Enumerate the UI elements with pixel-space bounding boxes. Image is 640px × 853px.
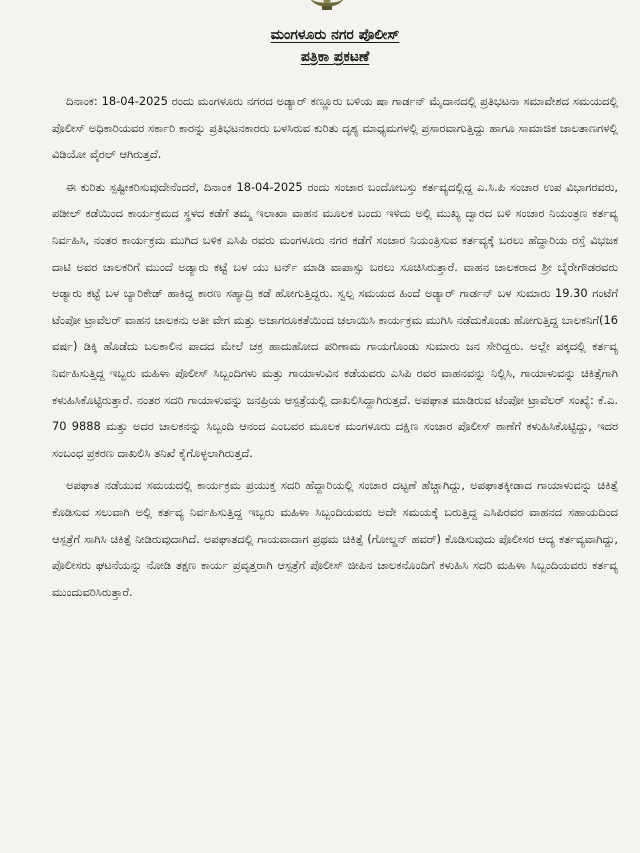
document-subtitle: ಪತ್ರಿಕಾ ಪ್ರಕಟಣೆ (300, 49, 370, 65)
paragraph-1: ದಿನಾಂಕ: 18-04-2025 ರಂದು ಮಂಗಳೂರು ನಗರದ ಅಡ್ಯಾರ್ ಕಣ್ಣೂರು ಬಳಿಯ ಷಾ ಗಾರ್ಡನ್ ಮೈದಾನದಲ್ಲಿ ಪ್ರತಿಭಟನಾ ಸಮಾವೇಶದ ಸಮಯದಲ್ಲಿ ಪೊಲೀಸ್ ಅಧಿಕಾರಿಯವರ ಸರ್ಕಾರಿ ಕಾರನ್ನು ಪ್ರತಿಭಟನಕಾರರು ಬಳಸಿರುವ ಕುರಿತು ದೃಶ್ಯ ಮಾಧ್ಯಮಗಳಲ್ಲಿ ಪ್ರಸಾರವಾಗುತ್ತಿದ್ದು ಹಾಗೂ ಸಾಮಾಜಿಕ ಜಾಲತಾಣಗಳಲ್ಲಿ ವಿಡಿಯೋ ವೈರಲ್ ಆಗಿರುತ್ತದೆ. (52, 94, 618, 162)
document-title: ಮಂಗಳೂರು ನಗರ ಪೊಲೀಸ್ (270, 27, 400, 43)
paragraph-2: ಈ ಕುರಿತು ಸ್ಪಷ್ಟೀಕರಿಸುವುದೇನೆಂದರೆ, ದಿನಾಂಕ 18-04-2025 ರಂದು ಸಂಚಾರ ಬಂದೋಬಸ್ತು ಕರ್ತವ್ಯದಲ್ಲಿದ್ದ ಎ.ಸಿ.ಪಿ ಸಂಚಾರ ಉಪ ವಿಭಾಗರವರು, ಪಡೀಲ್ ಕಡೆಯಿಂದ ಕಾರ್ಯಕ್ರಮದ ಸ್ಥಳದ ಕಡೆಗೆ ತಮ್ಮ ಇಲಾಖಾ ವಾಹನ ಮೂಲಕ ಬಂದು ಇಳಿದು ಅಲ್ಲಿ ಮುಖ್ಯ ದ್ವಾರದ ಬಳಿ ಸಂಚಾರ ನಿಯಂತ್ರಣ ಕರ್ತವ್ಯ ನಿರ್ವಹಿಸಿ, ನಂತರ ಕಾರ್ಯಕ್ರಮ ಮುಗಿದ ಬಳಿಕ ಎಸಿಪಿ ರವರು ಮಂಗಳೂರು ನಗರ ಕಡೆಗೆ ಸಂಚಾರ ನಿಯಂತ್ರಿಸುವ ಕರ್ತವ್ಯಕ್ಕೆ ಬರಲು ಹೆದ್ದಾರಿಯ ರಸ್ತೆ ವಿಭಜಕ ದಾಟಿ ಅವರ ಚಾಲಕರಿಗೆ ಮುಂದೆ ಅಡ್ಯಾರು ಕಟ್ಟೆ ಬಳ ಯು ಟರ್ನ್ ಮಾಡಿ ವಾಪಾಸ್ಸು ಬರಲು ಸೂಚಿಸಿರುತ್ತಾರೆ. ವಾಹನ ಚಾಲಕರಾದ ಶ್ರೀ ಬೈರೇಗೌಡರವರು ಅಡ್ಯಾರು ಕಟ್ಟೆ ಬಳ ಬ್ಯಾರಿಕೇಡ್ ಹಾಕಿದ್ದ ಕಾರಣ ಸಹ್ಯಾದ್ರಿ ಕಡೆ ಹೋಗುತ್ತಿದ್ದರು. ಸ್ವಲ್ಪ ಸಮಯದ ಹಿಂದೆ ಅಡ್ಯಾರ್ ಗಾರ್ಡನ್ ಬಳ ಸುಮಾರು 19.30 ಗಂಟೆಗೆ ಟೆಂಪೋ ಟ್ರಾವೆಲರ್ ವಾಹನ ಚಾಲಕನು ಅತೀ ವೇಗ ಮತ್ತು ಅಜಾಗರೂಕತೆಯಿಂದ ಚಲಾಯಿಸಿ ಕಾರ್ಯಕ್ರಮ ಮುಗಿಸಿ ನಡೆದುಕೊಂಡು ಹೋಗುತ್ತಿದ್ದ ಬಾಲಕನಿಗೆ(16 ವರ್ಷ) ಡಿಕ್ಕಿ ಹೊಡೆದು ಬಲಕಾಲಿನ ಪಾದದ ಮೇಲೆ ಚಕ್ರ ಹಾದುಹೋದ ಪರಿಣಾಮ ಗಾಯಗೊಂಡು ಸುಮಾರು ಜನ ಸೇರಿದ್ದರು. ಅಲ್ಲೇ ಪಕ್ಕದಲ್ಲಿ ಕರ್ತವ್ಯ ನಿರ್ವಹಿಸುತ್ತಿದ್ದ ಇಬ್ಬರು ಮಹಿಳಾ ಪೊಲೀಸ್ ಸಿಬ್ಬಂದಿಗಳು ಮತ್ತು ಗಾಯಾಳುವಿನ ಕಡೆಯವರು ಎಸಿಪಿ ರವರ ವಾಹನವನ್ನು ನಿಲ್ಲಿಸಿ, ಗಾಯಾಳುವನ್ನು ಚಿಕಿತ್ಸೆಗಾಗಿ ಕಳುಹಿಸಿಕೊಟ್ಟಿರುತ್ತಾರೆ. ನಂತರ ಸದರಿ ಗಾಯಾಳುವನ್ನು ಜನಪ್ರಿಯ ಆಸ್ಪತ್ರೆಯಲ್ಲಿ ದಾಖಲಿಸಿದ್ದಾಗಿರುತ್ತದೆ. ಅಪಘಾತ ಮಾಡಿರುವ ಟೆಂಪೋ ಟ್ರಾವೆಲರ್ ಸಂಖ್ಯೆ: ಕೆ.ಎ. 70 9888 ಮತ್ತು ಅದರ ಚಾಲಕನನ್ನು ಸಿಬ್ಬಂದಿ ಆನಂದ ಎಂಬವರ ಮೂಲಕ ಮಂಗಳೂರು ದಕ್ಷಿಣ ಸಂಚಾರ ಪೊಲೀಸ್ ಠಾಣೆಗೆ ಕಳುಹಿಸಿಕೊಟ್ಟಿದ್ದು, ಇದರ ಸಂಬಂಧ ಪ್ರಕರಣ ದಾಖಲಿಸಿ ತನಿಖೆ ಕೈಗೊಳ್ಳಲಾಗಿರುತ್ತದೆ. (52, 179, 618, 460)
paragraph-3: ಅಪಘಾತ ನಡೆಯುವ ಸಮಯದಲ್ಲಿ ಕಾರ್ಯಕ್ರಮ ಪ್ರಯುಕ್ತ ಸದರಿ ಹೆದ್ದಾರಿಯಲ್ಲಿ ಸಂಚಾರ ದಟ್ಟಣೆ ಹೆಚ್ಚಾಗಿದ್ದು, ಅಪಘಾತಕ್ಕೀಡಾದ ಗಾಯಾಳುವನ್ನು ಚಿಕಿತ್ಸೆ ಕೊಡಿಸುವ ಸಲುವಾಗಿ ಅಲ್ಲಿ ಕರ್ತವ್ಯ ನಿರ್ವಹಿಸುತ್ತಿದ್ದ ಇಬ್ಬರು ಮಹಿಳಾ ಸಿಬ್ಬಂದಿಯವರು ಅದೇ ಸಮಯಕ್ಕೆ ಬರುತ್ತಿದ್ದ ಎಸಿಪಿರವರ ವಾಹನದ ಸಹಾಯದಿಂದ ಆಸ್ಪತ್ರೆಗೆ ಸಾಗಿಸಿ ಚಿಕಿತ್ಸೆ ನೀಡಿರುವುದಾಗಿದೆ. ಅಪಘಾತದಲ್ಲಿ ಗಾಯವಾದಾಗ ಪ್ರಥಮ ಚಿಕಿತ್ಸೆ (ಗೋಲ್ಡನ್ ಹವರ್) ಕೊಡಿಸುವುದು ಪೊಲೀಸರ ಆದ್ಯ ಕರ್ತವ್ಯವಾಗಿದ್ದು, ಪೊಲೀಸರು ಘಟನೆಯನ್ನು ನೋಡಿ ತಕ್ಷಣ ಕಾರ್ಯ ಪ್ರವೃತ್ತರಾಗಿ ಆಸ್ಪತ್ರೆಗೆ ಪೊಲೀಸ್ ಜೀಪಿನ ಚಾಲಕನೊಂದಿಗೆ ಕಳುಹಿಸಿ ಸದರಿ ಮಹಿಳಾ ಸಿಬ್ಬಂದಿಯವರು ಕರ್ತವ್ಯ ಮುಂದುವರಿಸಿರುತ್ತಾರೆ. (52, 478, 618, 599)
document-body (52, 88, 618, 605)
police-emblem-icon (307, 0, 347, 14)
